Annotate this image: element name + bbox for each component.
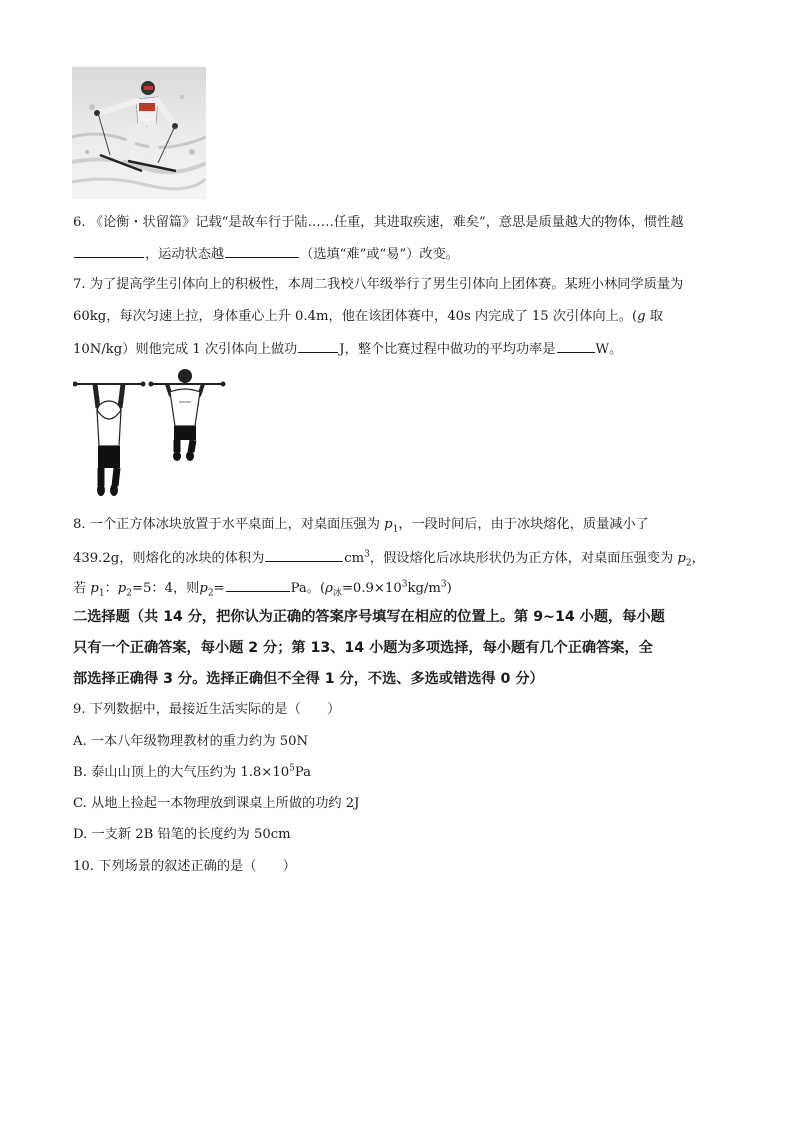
- q8-ratio-p1-sub: 1: [98, 588, 105, 599]
- q8-ratio-p1: p: [90, 581, 99, 596]
- q8-answer-p2: p: [199, 581, 208, 596]
- q8-line2: [73, 547, 705, 569]
- q8-number: 8.: [73, 517, 86, 532]
- skier-photo: [72, 67, 206, 199]
- q8-line1: [73, 515, 649, 535]
- q9-option-b-exp: 5: [289, 763, 295, 774]
- q8-rho: ρ: [325, 581, 333, 596]
- q7-g-symbol: g: [637, 309, 646, 324]
- q7-text-1: 为了提高学生引体向上的积极性，本周二我校八年级举行了男生引体向上团体赛。某班小林同学质量为: [89, 277, 684, 292]
- q8-text-3d: Pa。(: [290, 581, 326, 596]
- q9-option-d[interactable]: D. 一支新 2B 铅笔的长度约为 50cm: [73, 827, 291, 842]
- q6-number: 6.: [73, 215, 86, 230]
- q8-answer-p2-sub: 2: [207, 588, 214, 599]
- q8-blank-2[interactable]: [226, 577, 290, 592]
- q7-text-3c: W。: [595, 342, 623, 357]
- q8-unit-sup: 3: [440, 579, 447, 590]
- q8-p2-sub: 2: [685, 558, 692, 569]
- q6-blank-1[interactable]: [74, 243, 144, 258]
- q8-text-2d: ，: [691, 551, 705, 566]
- q8-p2: p: [677, 551, 686, 566]
- pull-up-figures: [73, 368, 229, 500]
- q7-text-2b: 取: [645, 309, 663, 324]
- q10-stem: 10. 下列场景的叙述正确的是（ ）: [73, 859, 296, 874]
- q6-blank-2[interactable]: [225, 243, 299, 258]
- q8-text-3g: ): [446, 581, 452, 596]
- q8-ratio-p2-sub: 2: [126, 588, 132, 599]
- q8-text-1b: ，一段时间后，由于冰块熔化，质量减小了: [398, 517, 649, 532]
- section2-line1: 二选择题（共 14 分，把你认为正确的答案序号填写在相应的位置上。第 9~14 小题，每小题: [73, 609, 665, 625]
- q6-line1: [73, 213, 684, 233]
- q8-line3: [73, 577, 452, 599]
- q8-text-3a: 若: [73, 581, 91, 596]
- q7-number: 7.: [73, 277, 86, 292]
- q7-blank-1[interactable]: [298, 338, 338, 353]
- q8-cm-sup: 3: [364, 549, 370, 560]
- q8-blank-1[interactable]: [265, 547, 343, 562]
- q8-p1: p: [384, 517, 393, 532]
- q6-line2: [73, 243, 459, 265]
- q7-blank-2[interactable]: [557, 338, 595, 353]
- q8-ratio-p2: p: [117, 581, 127, 596]
- q9-option-c[interactable]: C. 从地上捡起一本物理放到课桌上所做的功约 2J: [73, 796, 360, 811]
- q8-text-2c: ，假设熔化后冰块形状仍为正方体，对桌面压强变为: [369, 551, 678, 566]
- q7-text-2a: 60kg，每次匀速上拉，身体重心上升 0.4m，他在该团体赛中，40s 内完成了 15 次引体向上。(: [73, 309, 638, 324]
- section2-line3: 部选择正确得 3 分。选择正确但不全得 1 分，不选、多选或错选得 0 分）: [73, 671, 544, 687]
- q8-text-3e: =0.9×10: [341, 581, 402, 596]
- section2-line2: 只有一个正确答案，每小题 2 分；第 13、14 小题为多项选择，每小题有几个正确答案，全: [73, 640, 653, 656]
- q8-exp: 3: [401, 579, 408, 590]
- q7-line2: [73, 307, 663, 327]
- q6-text-1: 《论衡・状留篇》记载“是故车行于陆……任重，其进取疾速，难矣”，意思是质量越大的物体，惯性越: [89, 215, 684, 230]
- q8-ratio-colon: ：: [104, 581, 118, 596]
- q8-text-2a: 439.2g，则熔化的冰块的体积为: [73, 551, 265, 566]
- q8-rho-sub: 冰: [332, 588, 342, 599]
- q9-option-b[interactable]: [73, 763, 311, 783]
- q9-option-a[interactable]: A. 一本八年级物理教材的重力约为 50N: [73, 734, 309, 749]
- q8-text-3b: =5：4，则: [131, 581, 200, 596]
- q9-option-b-unit: Pa: [294, 765, 312, 780]
- q7-line1: [73, 275, 683, 295]
- q7-text-3a: 10N/kg）则他完成 1 次引体向上做功: [73, 342, 298, 357]
- q8-p1-sub: 1: [392, 524, 399, 535]
- q7-line3: [73, 338, 622, 360]
- q6-text-2: ，运动状态越: [145, 247, 225, 262]
- q9-stem: 9. 下列数据中，最接近生活实际的是（ ）: [73, 702, 341, 717]
- q7-text-3b: J，整个比赛过程中做功的平均功率是: [339, 342, 556, 357]
- q8-text-2b: cm: [344, 551, 365, 566]
- q9-option-b-text: B. 泰山山顶上的大气压约为 1.8×10: [73, 765, 290, 780]
- q8-text-3f: kg/m: [407, 581, 441, 596]
- q8-text-3c: =: [213, 581, 225, 596]
- q8-text-1a: 一个正方体冰块放置于水平桌面上，对桌面压强为: [89, 517, 385, 532]
- q6-text-3: （选填“难”或“易”）改变。: [300, 247, 459, 262]
